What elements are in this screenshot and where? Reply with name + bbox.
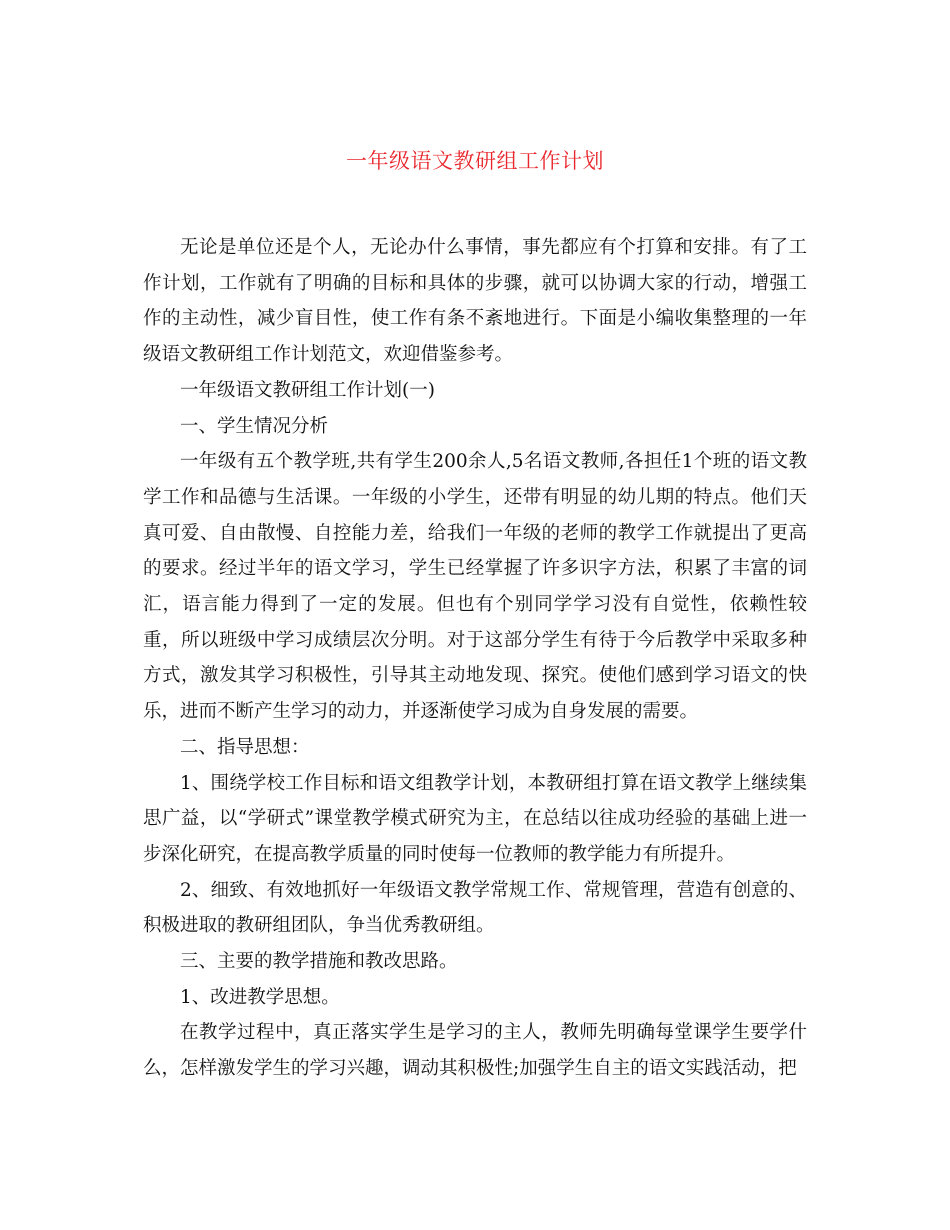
paragraph-plan-heading: 一年级语文教研组工作计划(一) [180,379,435,401]
paragraph-teaching-process: 在教学过程中，真正落实学生是学习的主人，教师先明确每堂课学生要学什么，怎样激发学生的学习兴趣，调动其积极性;加强学生自主的语文实践活动，把 [143,1022,807,1080]
section-heading-guiding-ideas: 二、指导思想： [180,736,310,758]
section-heading-student-analysis: 一、学生情况分析 [180,415,329,437]
paragraph-student-analysis: 一年级有五个教学班,共有学生200余人,5名语文教师,各担任1个班的语文教学工作和品德与生活课。一年级的小学生，还带有明显的幼儿期的特点。他们天真可爱、自由散慢、自控能力差，给我们一年级的老师的教学工作就提出了更高的要求。经过半年的语文学习，学生已经掌握了许多识字方法，积累了丰富的词汇，语言能力得到了一定的发展。但也有个别同学学习没有自觉性，依赖性较重，所以班级中学习成绩层次分明。对于这部分学生有待于今后教学中采取多种方式，激发其学习积极性，引导其主动地发现、探究。使他们感到学习语文的快乐，进而不断产生学习的动力，并逐渐使学习成为自身发展的需要。 [143,451,807,723]
document-body [143,230,807,1087]
paragraph-guiding-idea-2: 2、细致、有效地抓好一年级语文教学常规工作、常规管理，营造有创意的、积极进取的教研组团队，争当优秀教研组。 [143,879,807,937]
section-heading-teaching-measures: 三、主要的教学措施和教改思路。 [180,951,458,973]
subheading-improve-teaching: 1、改进教学思想。 [180,986,340,1008]
document-title: 一年级语文教研组工作计划 [346,149,604,173]
paragraph-guiding-idea-1: 1、围绕学校工作目标和语文组教学计划，本教研组打算在语文教学上继续集思广益，以“学研式”课堂教学模式研究为主，在总结以往成功经验的基础上进一步深化研究，在提高教学质量的同时使每一位教师的教学能力有所提升。 [143,772,807,865]
paragraph-intro: 无论是单位还是个人，无论办什么事情，事先都应有个打算和安排。有了工作计划，工作就有了明确的目标和具体的步骤，就可以协调大家的行动，增强工作的主动性，减少盲目性，使工作有条不紊地进行。下面是小编收集整理的一年级语文教研组工作计划范文，欢迎借鉴参考。 [143,237,807,366]
